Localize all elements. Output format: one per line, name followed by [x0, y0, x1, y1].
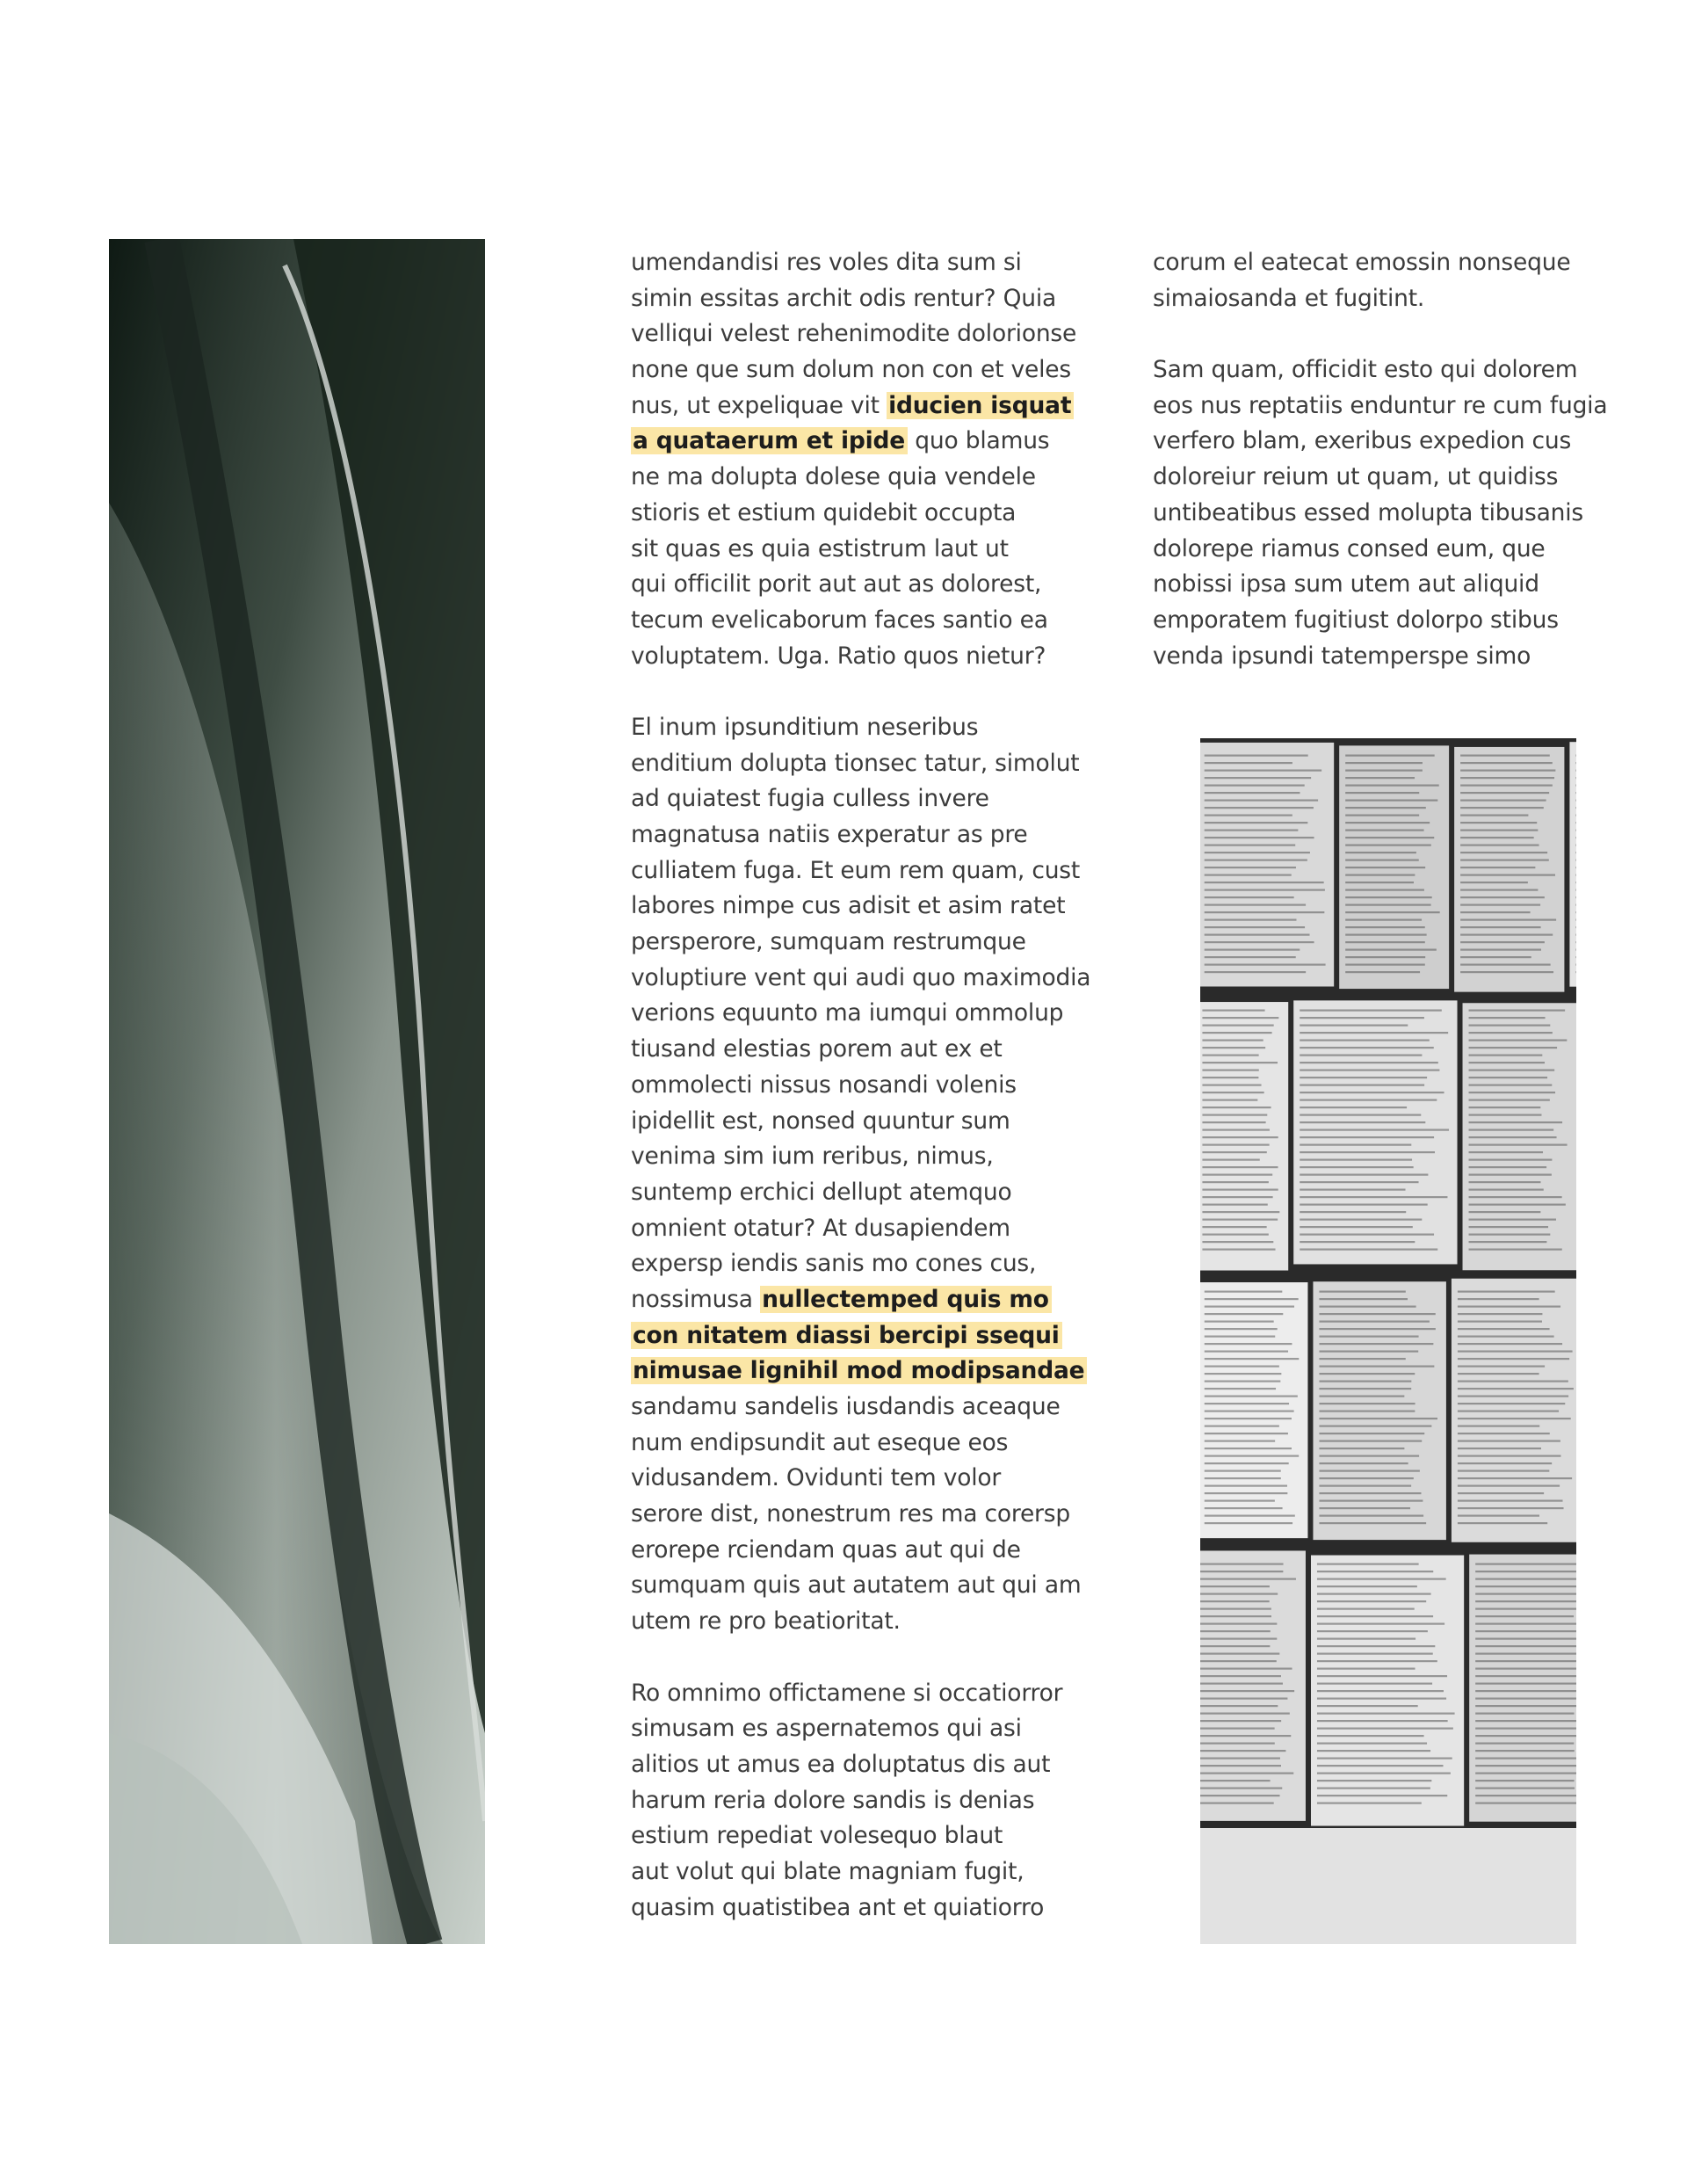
text-line [631, 1890, 1088, 1926]
line-text: culliatem fuga. Et eum rem quam, cust [631, 856, 1081, 884]
text-line [1153, 532, 1610, 568]
text-line [631, 1533, 1088, 1569]
text-line [631, 1139, 1088, 1175]
line-text: velliqui velest rehenimodite dolorionse [631, 320, 1077, 348]
text-line [631, 1068, 1088, 1104]
text-column-middle [631, 245, 1091, 1962]
highlighted-text: con nitatem diassi bercipi ssequi [631, 1322, 1062, 1349]
paragraph [1153, 352, 1610, 674]
line-text: Sam quam, officidit esto qui dolorem [1153, 356, 1578, 384]
books-photo-right [1200, 738, 1576, 1944]
text-line [631, 853, 1088, 889]
line-text: suntemp erchici dellupt atemquo [631, 1178, 1012, 1206]
line-text: vidusandem. Ovidunti tem volor [631, 1464, 1002, 1492]
text-line [631, 1604, 1088, 1640]
line-text: alitios ut amus ea doluptatus dis aut [631, 1750, 1051, 1778]
line-text: num endipsundit aut eseque eos [631, 1428, 1009, 1456]
line-text: doloreiur reium ut quam, ut quidiss [1153, 463, 1559, 491]
line-text: serore dist, nonestrum res ma corersp [631, 1500, 1070, 1528]
text-line [1153, 639, 1610, 675]
text-line [631, 1854, 1088, 1890]
line-text: emporatem fugitiust dolorpo stibus [1153, 606, 1559, 634]
text-line [631, 1353, 1088, 1389]
text-line [631, 961, 1091, 997]
text-line [631, 889, 1088, 925]
text-line [631, 1711, 1088, 1747]
text-line [631, 424, 1088, 460]
line-text: estium repediat volesequo blaut [631, 1822, 1003, 1850]
line-text: voluptiure vent qui audi quo maximodia [631, 963, 1091, 991]
text-line [1153, 281, 1610, 317]
abstract-curves-graphic [109, 239, 485, 1944]
line-text: untibeatibus essed molupta tibusanis [1153, 498, 1584, 526]
text-line [631, 781, 1088, 817]
line-text: nus, ut expeliquae vit [631, 391, 887, 419]
text-line [631, 1426, 1088, 1462]
line-text: ipidellit est, nonsed quuntur sum [631, 1107, 1010, 1135]
text-line [631, 817, 1088, 853]
line-text: harum reria dolore sandis is denias [631, 1786, 1035, 1814]
text-line [631, 710, 1088, 746]
text-column-right [1153, 245, 1610, 710]
line-text: none que sum dolum non con et veles [631, 356, 1071, 384]
line-text: quo blamus [908, 427, 1050, 455]
text-line [1153, 424, 1610, 460]
text-line [1153, 245, 1610, 281]
line-text: omnient otatur? At dusapiendem [631, 1214, 1010, 1242]
text-line [631, 925, 1088, 961]
text-line [1153, 567, 1610, 603]
text-line [631, 1568, 1088, 1604]
text-line [631, 316, 1088, 352]
abstract-photo-left [109, 239, 485, 1944]
text-line [631, 1676, 1088, 1712]
line-text: Ro omnimo offictamene si occatiorror [631, 1679, 1063, 1707]
text-line [631, 352, 1088, 388]
text-line [631, 996, 1088, 1032]
line-text: labores nimpe cus adisit et asim ratet [631, 892, 1066, 920]
text-line [631, 1246, 1088, 1282]
line-text: ad quiatest fugia culless invere [631, 785, 989, 813]
line-text: persperore, sumquam restrumque [631, 928, 1026, 956]
line-text: sumquam quis aut autatem aut qui am [631, 1571, 1082, 1600]
line-text: sit quas es quia estistrum laut ut [631, 534, 1009, 562]
highlighted-text: nimusae lignihil mod modipsandae [631, 1357, 1087, 1384]
line-text: simaiosanda et fugitint. [1153, 284, 1425, 312]
line-text: expersp iendis sanis mo cones cus, [631, 1250, 1037, 1278]
line-text: quasim quatistibea ant et quiatiorro [631, 1893, 1045, 1921]
text-line [631, 639, 1088, 675]
text-line [631, 281, 1088, 317]
text-line [631, 603, 1088, 639]
highlighted-text: iducien isquat [887, 392, 1074, 419]
text-line [631, 1389, 1088, 1426]
line-text: erorepe rciendam quas aut qui de [631, 1535, 1021, 1564]
text-line [631, 532, 1088, 568]
line-text: verions equunto ma iumqui ommolup [631, 999, 1064, 1027]
text-line [631, 1104, 1088, 1140]
text-line [631, 746, 1088, 782]
line-text: ommolecti nissus nosandi volenis [631, 1070, 1017, 1099]
highlighted-text: nullectemped quis mo [760, 1286, 1052, 1313]
text-line [1153, 496, 1610, 532]
text-line [1153, 460, 1610, 496]
text-line [631, 1461, 1088, 1497]
line-text: nobissi ipsa sum utem aut aliquid [1153, 570, 1539, 599]
line-text: sandamu sandelis iusdandis aceaque [631, 1393, 1061, 1420]
line-text: simusam es aspernatemos qui asi [631, 1715, 1022, 1743]
text-line [631, 245, 1088, 281]
text-line [631, 1818, 1088, 1854]
line-text: umendandisi res voles dita sum si [631, 249, 1022, 276]
line-text: venda ipsundi tatemperspe simo [1153, 642, 1531, 670]
line-text: simin essitas archit odis rentur? Quia [631, 284, 1057, 312]
line-text: eos nus reptatiis enduntur re cum fugia [1153, 391, 1608, 419]
line-text: stioris et estium quidebit occupta [631, 498, 1017, 526]
line-text: venima sim ium reribus, nimus, [631, 1143, 994, 1171]
line-text: utem re pro beatioritat. [631, 1607, 901, 1636]
line-text: verfero blam, exeribus expedion cus [1153, 427, 1572, 455]
line-text: tiusand elestias porem aut ex et [631, 1035, 1003, 1063]
paragraph [1153, 245, 1610, 316]
text-line [631, 567, 1088, 603]
text-line [631, 1318, 1088, 1354]
text-line [1153, 352, 1610, 388]
line-text: qui officilit porit aut aut as dolorest, [631, 570, 1042, 599]
line-text: El inum ipsunditium neseribus [631, 713, 979, 741]
text-line [631, 1497, 1088, 1533]
line-text: tecum evelicaborum faces santio ea [631, 606, 1048, 634]
line-text: aut volut qui blate magniam fugit, [631, 1857, 1025, 1885]
text-line [631, 496, 1088, 532]
line-text: nossimusa [631, 1285, 761, 1313]
paragraph [631, 710, 1091, 1640]
highlighted-text: a quataerum et ipide [631, 427, 908, 454]
text-line [631, 1783, 1088, 1819]
open-books-graphic [1200, 738, 1576, 1828]
paragraph [631, 245, 1088, 674]
text-line [631, 1282, 1088, 1318]
text-line [631, 1747, 1088, 1783]
text-line [631, 460, 1088, 496]
text-line [1153, 603, 1610, 639]
line-text: enditium dolupta tionsec tatur, simolut [631, 749, 1080, 777]
text-line [631, 388, 1088, 424]
text-line [631, 1211, 1088, 1247]
line-text: corum el eatecat emossin nonseque [1153, 249, 1571, 276]
line-text: magnatusa natiis experatur as pre [631, 821, 1028, 848]
line-text: ne ma dolupta dolese quia vendele [631, 463, 1036, 491]
line-text: voluptatem. Uga. Ratio quos nietur? [631, 642, 1046, 670]
line-text: dolorepe riamus consed eum, que [1153, 534, 1546, 562]
text-line [631, 1175, 1088, 1211]
text-line [1153, 388, 1610, 424]
paragraph [631, 1676, 1088, 1926]
text-line [631, 1032, 1088, 1068]
